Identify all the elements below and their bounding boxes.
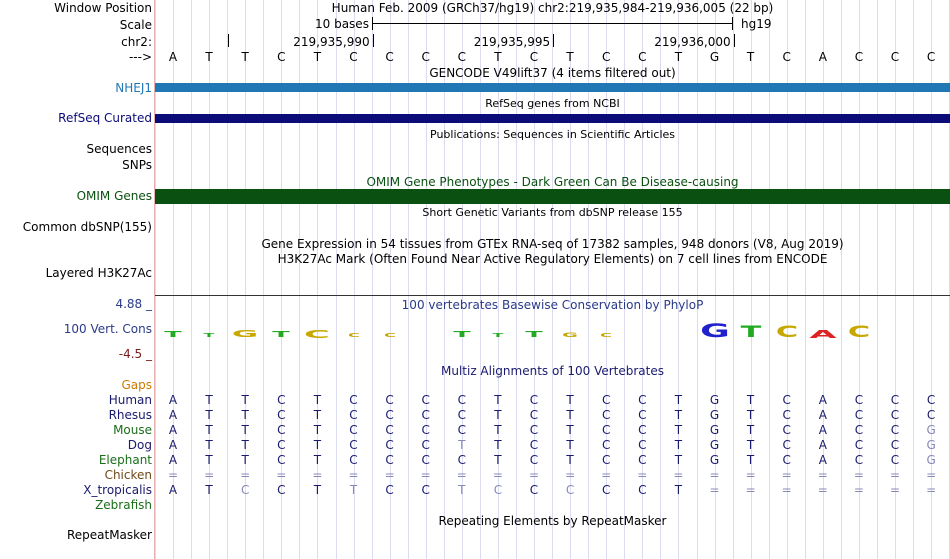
sequence-base: T [566, 50, 574, 64]
alignment-base: C [854, 438, 864, 452]
scale-label: Scale [119, 18, 152, 32]
scale-bar-left-tick [372, 17, 373, 30]
sequence-base: T [313, 50, 322, 64]
coord-tick-label: 219,935,990 [293, 35, 370, 49]
alignment-base: C [385, 393, 394, 407]
omim-track-label[interactable]: OMIM Genes [76, 189, 152, 203]
alignment-base: = [853, 468, 864, 482]
alignment-base: T [746, 438, 755, 452]
alignment-base: C [638, 408, 647, 422]
coord-tick [734, 34, 735, 47]
alignment-base: C [421, 393, 430, 407]
alignment-base: T [241, 408, 249, 422]
alignment-base: T [313, 438, 322, 452]
alignment-base: C [782, 438, 791, 452]
alignment-base: C [854, 408, 864, 422]
alignment-base: C [638, 423, 647, 437]
alignment-base: = [276, 468, 287, 482]
alignment-base: C [638, 438, 647, 452]
alignment-base: C [529, 393, 539, 407]
alignment-base: = [240, 468, 251, 482]
alignment-base: C [349, 393, 358, 407]
sequence-base: C [890, 50, 900, 64]
alignment-base: C [782, 423, 791, 437]
alignment-base: T [313, 483, 322, 497]
alignment-base: T [494, 393, 502, 407]
cons-logo-base: C [383, 332, 396, 339]
alignment-base: T [313, 408, 322, 422]
alignment-base: A [818, 408, 827, 422]
alignment-base: C [926, 408, 936, 422]
alignment-base: C [782, 453, 791, 467]
alignment-base: = [637, 468, 648, 482]
multiz-track-title: Multiz Alignments of 100 Vertebrates [440, 364, 665, 378]
dbsnp-track-label[interactable]: Common dbSNP(155) [22, 220, 152, 234]
alignment-base: = [492, 468, 503, 482]
refseq-track-title: RefSeq genes from NCBI [485, 97, 620, 110]
alignment-base: T [458, 438, 466, 452]
window-position-text: Human Feb. 2009 (GRCh37/hg19) chr2:219,935,984-219,936,005 (22 bp) [331, 1, 774, 15]
alignment-base: A [818, 393, 827, 407]
species-label[interactable]: X_tropicalis [83, 483, 152, 497]
sequence-base: T [746, 50, 755, 64]
alignment-base: T [674, 393, 683, 407]
alignment-base: C [529, 438, 539, 452]
alignment-base: C [385, 423, 394, 437]
alignment-base: C [277, 438, 286, 452]
sequence-base: C [457, 50, 466, 64]
alignment-base: = [204, 468, 215, 482]
scale-text: 10 bases [315, 17, 369, 31]
cons-logo-base: C [775, 322, 798, 342]
alignment-base: = [926, 468, 937, 482]
h3k27ac-baseline [155, 295, 950, 296]
alignment-base: C [349, 423, 358, 437]
alignment-base: = [420, 468, 431, 482]
sequence-base: T [494, 50, 502, 64]
sequence-base: C [782, 50, 791, 64]
alignment-base: C [277, 423, 286, 437]
sequence-base: C [349, 50, 358, 64]
assembly-label: hg19 [741, 17, 772, 31]
species-label[interactable]: Chicken [104, 468, 152, 482]
alignment-base: = [817, 468, 828, 482]
alignment-base: C [349, 438, 358, 452]
alignment-base: = [601, 468, 612, 482]
alignment-base: = [781, 468, 792, 482]
alignment-base: C [385, 453, 394, 467]
sequence-base: C [638, 50, 647, 64]
gencode-track-title: GENCODE V49lift37 (4 items filtered out) [429, 66, 676, 80]
cons-logo-base: G [699, 319, 730, 342]
alignment-base: C [926, 393, 936, 407]
omim-gene-bar[interactable] [155, 189, 950, 204]
alignment-base: C [854, 423, 864, 437]
alignment-base: A [818, 453, 827, 467]
sequence-base: C [385, 50, 394, 64]
alignment-base: = [745, 483, 756, 497]
alignment-base: G [709, 423, 720, 437]
species-label[interactable]: Dog [127, 438, 152, 452]
publications-snps-label[interactable]: SNPs [122, 158, 152, 172]
cons-max-label: 4.88 _ [115, 297, 152, 311]
alignment-base: C [782, 393, 791, 407]
alignment-base: C [529, 408, 539, 422]
alignment-base: C [854, 453, 864, 467]
alignment-base: C [240, 483, 250, 497]
chrom-label: chr2: [121, 35, 152, 49]
alignment-base: A [818, 438, 827, 452]
cons-logo-base: C [347, 332, 360, 339]
alignment-base: C [638, 453, 647, 467]
alignment-base: C [349, 408, 358, 422]
alignment-base: C [277, 393, 286, 407]
sequence-base: G [709, 50, 720, 64]
gtex-track-title: Gene Expression in 54 tissues from GTEx RNA-seq of 17382 samples, 948 donors (V8, Aug 2019) [261, 237, 844, 251]
omim-track-title: OMIM Gene Phenotypes - Dark Green Can Be Disease-causing [366, 175, 739, 189]
cons-track-title: 100 vertebrates Basewise Conservation by PhyloP [401, 298, 704, 312]
alignment-base: C [601, 408, 611, 422]
alignment-base: T [494, 408, 502, 422]
sequence-base: T [674, 50, 683, 64]
alignment-base: = [528, 468, 540, 482]
alignment-base: C [601, 453, 611, 467]
alignment-base: C [601, 393, 611, 407]
cons-logo-base: A [809, 327, 837, 341]
cons-logo-base: T [272, 330, 291, 340]
alignment-base: C [529, 483, 539, 497]
alignment-base: T [674, 483, 683, 497]
alignment-base: C [457, 408, 466, 422]
coord-tick [553, 34, 554, 47]
cons-logo-base: C [304, 327, 331, 341]
sequence-base: A [168, 50, 178, 64]
dbsnp-track-title: Short Genetic Variants from dbSNP release 155 [422, 206, 683, 219]
alignment-base: C [890, 423, 900, 437]
refseq-gene-bar[interactable] [155, 114, 950, 123]
track-display[interactable] [155, 0, 950, 559]
species-label[interactable]: Mouse [113, 423, 152, 437]
cons-logo-base: G [562, 331, 578, 339]
gaps-label[interactable]: Gaps [121, 378, 152, 392]
cons-logo-base: C [600, 332, 613, 339]
alignment-base: C [421, 453, 430, 467]
window-position-label: Window Position [54, 1, 152, 15]
alignment-base: T [205, 423, 213, 437]
alignment-base: C [457, 423, 466, 437]
alignment-base: T [349, 483, 358, 497]
alignment-base: C [638, 483, 647, 497]
alignment-base: T [746, 393, 755, 407]
alignment-base: = [384, 468, 395, 482]
alignment-base: C [854, 393, 864, 407]
sequence-base: C [926, 50, 936, 64]
publications-track-title: Publications: Sequences in Scientific Articles [430, 128, 675, 141]
coord-tick-label: 219,936,000 [654, 35, 731, 49]
repeatmasker-track-title: Repeating Elements by RepeatMasker [438, 514, 667, 528]
alignment-base: = [853, 483, 864, 497]
alignment-base: = [709, 468, 720, 482]
alignment-base: C [421, 438, 430, 452]
alignment-base: C [890, 408, 900, 422]
alignment-base: A [168, 408, 178, 422]
sequence-base: T [241, 50, 249, 64]
alignment-base: T [313, 393, 322, 407]
alignment-base: = [889, 468, 901, 482]
alignment-base: C [782, 408, 791, 422]
gencode-track-label[interactable]: NHEJ1 [115, 81, 152, 95]
gencode-gene-bar[interactable] [155, 83, 950, 92]
alignment-base: C [565, 483, 575, 497]
alignment-base: C [385, 438, 394, 452]
alignment-base: A [168, 483, 178, 497]
alignment-base: G [926, 453, 936, 467]
sequence-base: C [601, 50, 611, 64]
alignment-base: C [385, 408, 394, 422]
alignment-base: = [673, 468, 684, 482]
alignment-base: C [601, 423, 611, 437]
alignment-base: A [818, 423, 827, 437]
alignment-base: C [638, 393, 647, 407]
alignment-base: T [566, 423, 574, 437]
alignment-base: T [674, 438, 683, 452]
alignment-base: C [421, 423, 430, 437]
alignment-base: = [745, 468, 756, 482]
alignment-base: = [312, 468, 323, 482]
alignment-base: G [709, 393, 720, 407]
species-label[interactable]: Zebrafish [95, 498, 152, 512]
scale-bar-right-tick [732, 17, 733, 30]
sequence-base: C [421, 50, 430, 64]
alignment-base: C [421, 483, 430, 497]
alignment-base: C [457, 393, 466, 407]
alignment-base: C [601, 438, 611, 452]
alignment-base: T [205, 393, 213, 407]
alignment-base: C [457, 453, 466, 467]
cons-min-label: -4.5 _ [118, 347, 152, 361]
cons-logo-base: T [453, 330, 471, 340]
alignment-base: A [168, 393, 178, 407]
alignment-base: T [205, 408, 213, 422]
alignment-base: C [529, 423, 539, 437]
alignment-base: T [205, 453, 213, 467]
h3k27ac-track-label[interactable]: Layered H3K27Ac [45, 266, 152, 280]
refseq-track-label[interactable]: RefSeq Curated [58, 111, 152, 125]
alignment-base: C [385, 483, 394, 497]
sequence-base: A [818, 50, 827, 64]
alignment-base: = [889, 483, 901, 497]
alignment-base: G [709, 453, 720, 467]
alignment-base: T [566, 453, 574, 467]
alignment-base: T [746, 453, 755, 467]
cons-logo-base: T [203, 332, 215, 339]
repeatmasker-track-label[interactable]: RepeatMasker [66, 528, 152, 542]
cons-logo-base: G [232, 328, 259, 340]
alignment-base: T [674, 408, 683, 422]
alignment-base: = [167, 468, 179, 482]
coord-tick [228, 34, 229, 47]
coord-tick [373, 34, 374, 47]
alignment-base: = [817, 483, 828, 497]
alignment-base: T [566, 393, 574, 407]
sequence-base: C [277, 50, 286, 64]
alignment-base: = [456, 468, 467, 482]
species-label[interactable]: Rhesus [108, 408, 152, 422]
cons-logo-base: C [847, 322, 871, 342]
alignment-base: = [709, 483, 720, 497]
alignment-base: G [709, 438, 720, 452]
alignment-base: C [277, 408, 286, 422]
alignment-base: C [890, 393, 900, 407]
alignment-base: A [168, 453, 178, 467]
alignment-base: C [890, 453, 900, 467]
alignment-base: G [926, 423, 936, 437]
alignment-base: A [168, 438, 178, 452]
alignment-base: C [529, 453, 539, 467]
alignment-base: T [494, 453, 502, 467]
cons-track-label[interactable]: 100 Vert. Cons [63, 322, 152, 336]
cons-logo-base: T [525, 330, 543, 340]
alignment-base: C [277, 453, 286, 467]
alignment-base: T [674, 453, 683, 467]
alignment-base: C [349, 453, 358, 467]
alignment-base: T [746, 408, 755, 422]
alignment-base: T [458, 483, 466, 497]
alignment-base: = [926, 483, 937, 497]
alignment-base: T [241, 393, 249, 407]
alignment-base: T [313, 423, 322, 437]
species-label[interactable]: Human [108, 393, 152, 407]
alignment-base: T [205, 438, 213, 452]
alignment-base: C [277, 483, 286, 497]
alignment-base: T [241, 438, 249, 452]
cons-logo-base: T [492, 332, 504, 339]
sequence-base: C [529, 50, 539, 64]
alignment-base: T [313, 453, 322, 467]
alignment-base: T [241, 453, 249, 467]
track-labels-column [0, 0, 155, 559]
h3k27ac-track-title: H3K27Ac Mark (Often Found Near Active Regulatory Elements) on 7 cell lines from ENCODE [277, 252, 828, 266]
cons-logo-base: T [164, 330, 182, 340]
alignment-base: T [746, 423, 755, 437]
alignment-base: T [205, 483, 213, 497]
alignment-base: = [565, 468, 576, 482]
alignment-base: A [168, 423, 178, 437]
alignment-base: = [781, 483, 792, 497]
alignment-base: T [674, 423, 683, 437]
coord-tick-label: 219,935,995 [473, 35, 551, 49]
alignment-base: T [241, 423, 249, 437]
alignment-base: G [926, 438, 936, 452]
alignment-base: T [566, 438, 574, 452]
scale-bar [372, 23, 732, 24]
publications-sequences-label[interactable]: Sequences [86, 142, 152, 156]
sequence-base: C [854, 50, 864, 64]
alignment-base: C [493, 483, 503, 497]
alignment-base: = [348, 468, 359, 482]
alignment-base: T [566, 408, 574, 422]
alignment-base: G [709, 408, 720, 422]
cons-logo-base: T [740, 322, 761, 342]
alignment-base: C [601, 483, 611, 497]
alignment-base: C [421, 408, 430, 422]
alignment-base: T [494, 423, 502, 437]
strand-arrow-label[interactable]: ---> [128, 50, 152, 64]
sequence-base: T [205, 50, 213, 64]
alignment-base: T [494, 438, 502, 452]
alignment-base: C [890, 438, 900, 452]
species-label[interactable]: Elephant [98, 453, 152, 467]
